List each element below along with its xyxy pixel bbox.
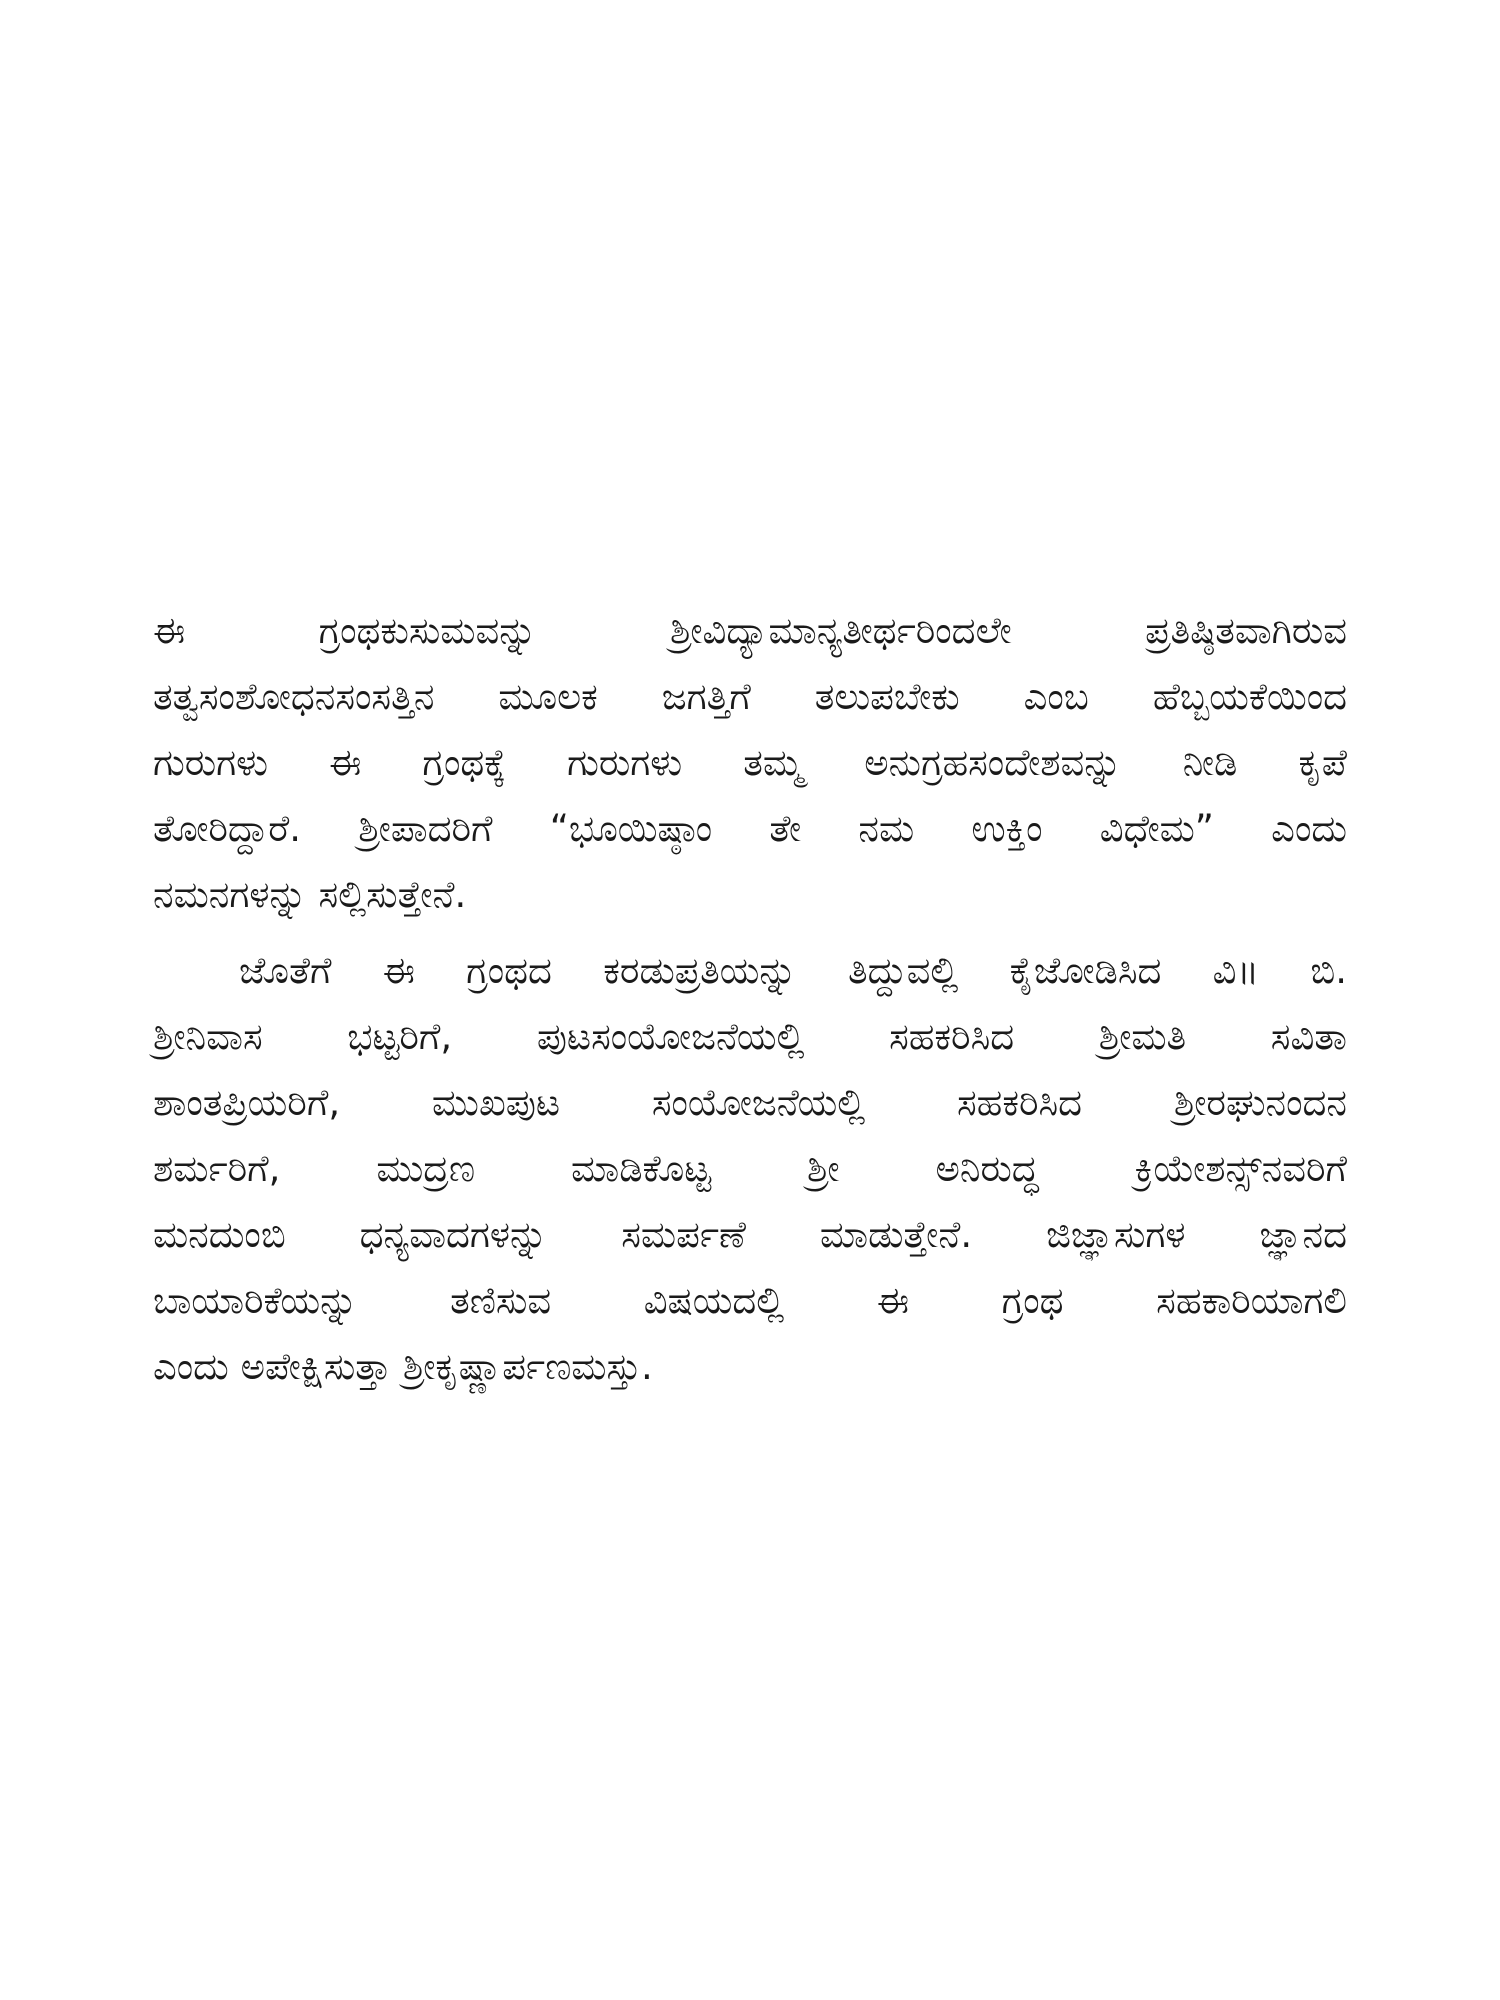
paragraph-line: ನಮನಗಳನ್ನು ಸಲ್ಲಿಸುತ್ತೇನೆ. [153, 873, 467, 916]
paragraph-line: ಈ ಗ್ರಂಥಕುಸುಮವನ್ನು ಶ್ರೀವಿದ್ಯಾಮಾನ್ಯತೀರ್ಥರಿಂದಲೇ ಪ್ರತಿಷ್ಠಿತವಾಗಿರುವ [153, 609, 1347, 652]
paragraph-line: ತೋರಿದ್ದಾರೆ. ಶ್ರೀಪಾದರಿಗೆ “ಭೂಯಿಷ್ಠಾಂ ತೇ ನಮ ಉಕ್ತಿಂ ವಿಧೇಮ” ಎಂದು [153, 807, 1347, 850]
body-text [153, 598, 1347, 1400]
paragraph-line: ಗುರುಗಳು ಈ ಗ್ರಂಥಕ್ಕೆ ಗುರುಗಳು ತಮ್ಮ ಅನುಗ್ರಹಸಂದೇಶವನ್ನು ನೀಡಿ ಕೃಪೆ [153, 741, 1347, 784]
paragraph-line: ಶಾಂತಪ್ರಿಯರಿಗೆ, ಮುಖಪುಟ ಸಂಯೋಜನೆಯಲ್ಲಿ ಸಹಕರಿಸಿದ ಶ್ರೀರಘುನಂದನ [153, 1081, 1347, 1124]
paragraph-line: ಜೊತೆಗೆ ಈ ಗ್ರಂಥದ ಕರಡುಪ್ರತಿಯನ್ನು ತಿದ್ದುವಲ್ಲಿ ಕೈಜೋಡಿಸಿದ ವಿ॥ ಬಿ. [239, 949, 1347, 992]
paragraph-line: ಎಂದು ಅಪೇಕ್ಷಿಸುತ್ತಾ ಶ್ರೀಕೃಷ್ಣಾರ್ಪಣಮಸ್ತು. [153, 1345, 653, 1388]
paragraph-line: ಶರ್ಮರಿಗೆ, ಮುದ್ರಣ ಮಾಡಿಕೊಟ್ಟ ಶ್ರೀ ಅನಿರುದ್ಧ ಕ್ರಿಯೇಶನ್ಸ್‌ನವರಿಗೆ [153, 1147, 1347, 1190]
paragraph-line: ತತ್ವಸಂಶೋಧನಸಂಸತ್ತಿನ ಮೂಲಕ ಜಗತ್ತಿಗೆ ತಲುಪಬೇಕು ಎಂಬ ಹೆಬ್ಬಯಕೆಯಿಂದ [153, 675, 1347, 718]
paragraph-1 [153, 598, 1347, 928]
paragraph-2 [153, 938, 1347, 1400]
paragraph-line: ಬಾಯಾರಿಕೆಯನ್ನು ತಣಿಸುವ ವಿಷಯದಲ್ಲಿ ಈ ಗ್ರಂಥ ಸಹಕಾರಿಯಾಗಲಿ [153, 1279, 1347, 1322]
paragraph-line: ಮನದುಂಬಿ ಧನ್ಯವಾದಗಳನ್ನು ಸಮರ್ಪಣೆ ಮಾಡುತ್ತೇನೆ. ಜಿಜ್ಞಾಸುಗಳ ಜ್ಞಾನದ [153, 1213, 1347, 1256]
paragraph-line: ಶ್ರೀನಿವಾಸ ಭಟ್ಟರಿಗೆ, ಪುಟಸಂಯೋಜನೆಯಲ್ಲಿ ಸಹಕರಿಸಿದ ಶ್ರೀಮತಿ ಸವಿತಾ [153, 1015, 1347, 1058]
